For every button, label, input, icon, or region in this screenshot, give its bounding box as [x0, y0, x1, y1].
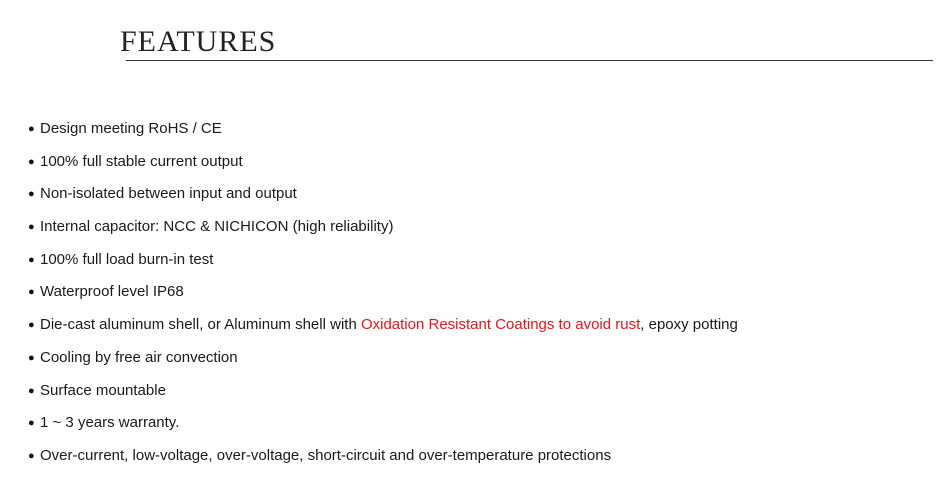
- feature-item-stable-current: [28, 150, 738, 183]
- feature-text: 1 ~ 3 years warranty.: [40, 414, 180, 432]
- feature-item-protections: [28, 444, 738, 477]
- feature-item-capacitor: [28, 215, 738, 248]
- feature-text-before: Die-cast aluminum shell, or Aluminum shell with: [40, 316, 361, 334]
- feature-item-waterproof: [28, 280, 738, 313]
- feature-text: 100% full load burn-in test: [40, 250, 214, 268]
- bullet-icon: ●: [28, 123, 35, 135]
- feature-item-shell: [28, 313, 738, 346]
- bullet-icon: ●: [28, 319, 35, 332]
- feature-text: Surface mountable: [40, 381, 166, 399]
- bullet-icon: ●: [28, 155, 35, 168]
- feature-item-non-isolated: [28, 182, 738, 215]
- section-title: FEATURES: [120, 25, 277, 58]
- feature-item-surface-mount: [28, 379, 738, 412]
- bullet-icon: ●: [28, 449, 35, 462]
- feature-text: Internal capacitor: NCC & NICHICON (high reliability): [40, 218, 394, 236]
- feature-item-cooling: [28, 346, 738, 379]
- feature-text: Waterproof level IP68: [40, 283, 184, 301]
- feature-text: Over-current, low-voltage, over-voltage, short-circuit and over-temperature protections: [40, 446, 612, 464]
- feature-text: 100% full stable current output: [40, 152, 243, 170]
- bullet-icon: ●: [28, 253, 35, 266]
- bullet-icon: ●: [28, 384, 35, 397]
- feature-text: Cooling by free air convection: [40, 348, 238, 366]
- feature-text: Design meeting RoHS / CE: [40, 120, 222, 137]
- feature-text: Non-isolated between input and output: [40, 185, 297, 203]
- feature-item-warranty: [28, 411, 738, 444]
- bullet-icon: ●: [28, 188, 35, 201]
- bullet-icon: ●: [28, 221, 35, 234]
- feature-text-highlight: Oxidation Resistant Coatings to avoid rust: [360, 316, 641, 334]
- feature-text-after: , epoxy potting: [640, 316, 738, 334]
- feature-item-burn-in: [28, 248, 738, 281]
- feature-item-rohs: [28, 117, 738, 150]
- bullet-icon: ●: [28, 417, 35, 430]
- bullet-icon: ●: [28, 286, 35, 299]
- title-divider: [126, 60, 933, 61]
- features-list: [28, 117, 738, 477]
- bullet-icon: ●: [28, 351, 35, 364]
